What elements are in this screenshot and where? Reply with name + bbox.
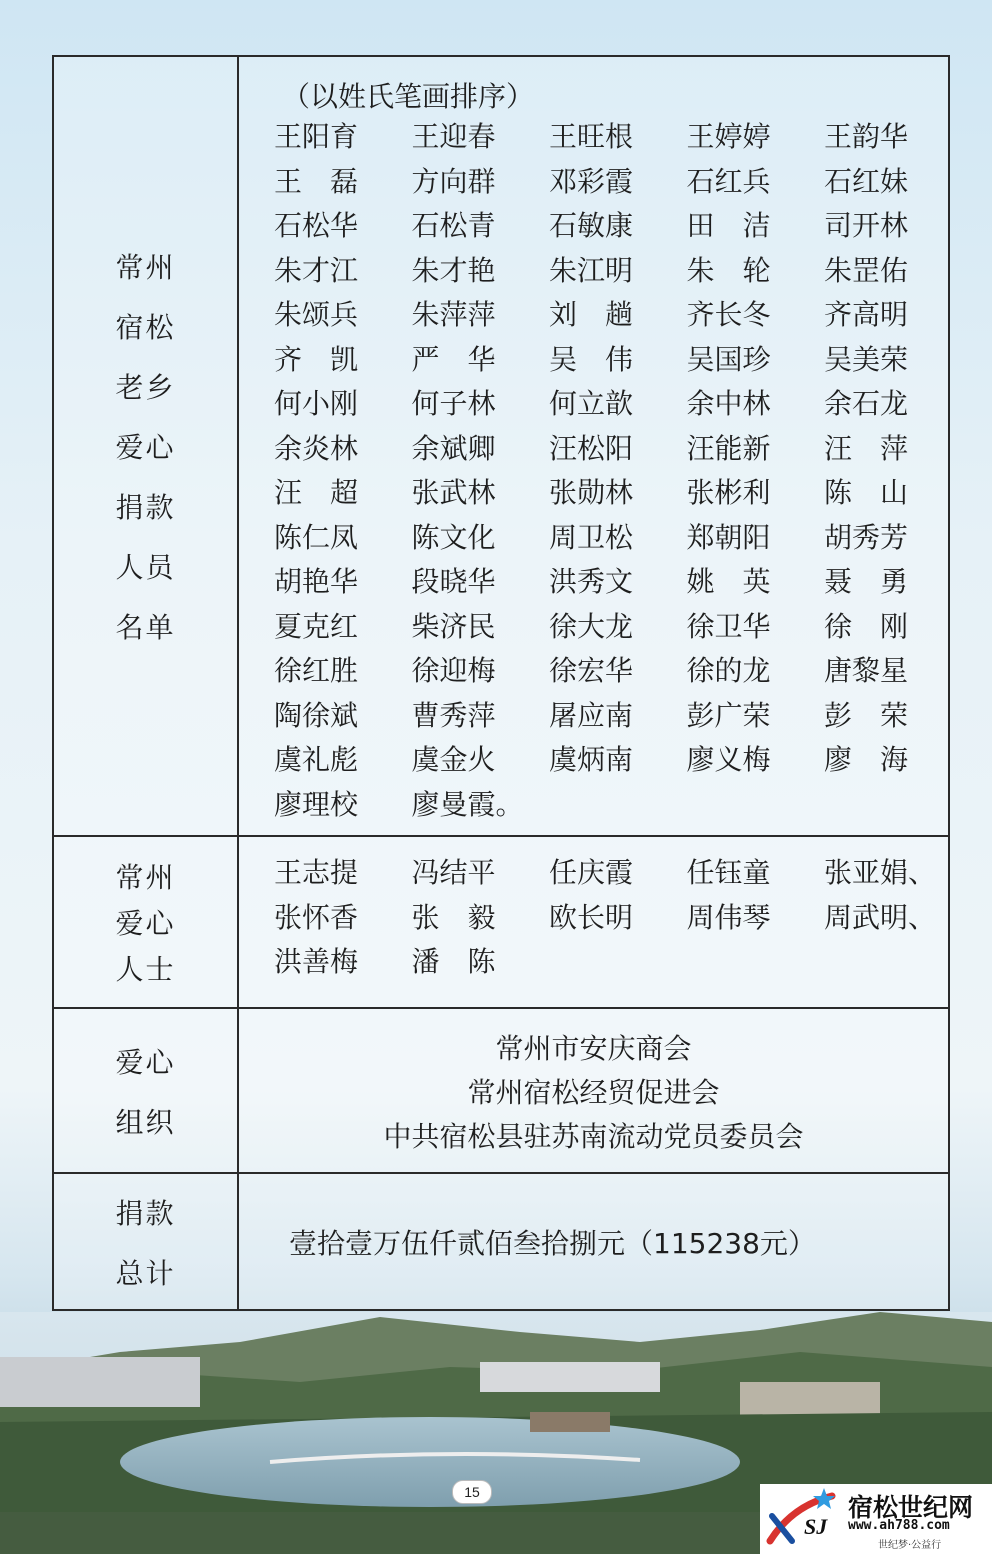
organization-item: 中共宿松县驻苏南流动党员委员会 [383, 1120, 804, 1153]
name-entry: 方向群 [411, 164, 496, 198]
section-label-line: 老乡 [115, 371, 176, 404]
name-entry: 余斌卿 [411, 431, 496, 465]
name-entry: 任庆霞 [549, 856, 634, 889]
name-entry: 张彬利 [686, 476, 771, 509]
total-amount: 壹拾壹万伍仟贰佰叁拾捌元（115238元） [289, 1227, 816, 1260]
section-label-line: 捐款 [115, 491, 176, 524]
name-entry: 王婷婷 [686, 120, 771, 153]
name-entry: 朱江明 [549, 253, 634, 287]
donors-label [54, 57, 239, 835]
supporters-label [54, 837, 239, 1007]
name-entry: 周伟琴 [686, 900, 771, 934]
name-entry: 邓彩霞 [549, 164, 634, 198]
donors-names-grid [274, 115, 962, 827]
name-entry: 余炎林 [274, 431, 359, 465]
section-label-line: 爱心 [115, 907, 176, 940]
name-entry: 彭广荣 [686, 698, 771, 732]
section-label-line: 常州 [115, 861, 176, 894]
name-entry: 何子林 [411, 387, 496, 420]
section-label-line: 名单 [115, 611, 176, 644]
name-entry: 吴美荣 [824, 342, 909, 376]
name-entry: 周卫松 [549, 520, 634, 554]
name-entry: 冯结平 [411, 856, 496, 889]
name-entry: 张武林 [411, 476, 496, 509]
total-label [54, 1174, 239, 1309]
page-number: 15 [452, 1480, 492, 1504]
donors-section [54, 57, 948, 837]
name-entry: 夏克红 [274, 609, 359, 643]
name-entry: 廖理校 [274, 787, 359, 821]
organization-item: 常州市安庆商会 [495, 1032, 692, 1065]
sort-note: （以姓氏笔画排序） [282, 80, 535, 113]
name-entry: 陈文化 [411, 520, 496, 554]
name-entry: 柴济民 [411, 609, 496, 643]
name-entry: 石松青 [411, 209, 496, 242]
name-entry: 石红妹 [824, 164, 909, 198]
name-entry: 王旺根 [549, 120, 634, 153]
section-label-line: 总计 [115, 1256, 176, 1290]
name-entry: 汪 萍 [824, 431, 909, 465]
section-label-line: 爱心 [115, 431, 176, 464]
name-entry: 徐卫华 [686, 609, 771, 643]
name-entry: 徐大龙 [549, 609, 634, 643]
name-entry: 王 磊 [274, 164, 359, 198]
name-entry: 张勋林 [549, 476, 634, 509]
name-entry: 张亚娟、 [824, 856, 937, 889]
name-entry: 朱 轮 [686, 253, 771, 287]
name-entry: 余石龙 [824, 387, 909, 420]
name-entry: 严 华 [411, 342, 496, 376]
name-entry: 吴 伟 [549, 342, 634, 376]
name-entry: 朱萍萍 [411, 298, 496, 331]
site-logo[interactable] [760, 1484, 992, 1554]
name-entry: 徐的龙 [686, 654, 771, 687]
name-entry: 齐高明 [824, 298, 909, 331]
name-entry: 洪善梅 [274, 945, 359, 978]
name-entry: 张 毅 [411, 900, 496, 934]
star-swoosh-icon [762, 1486, 842, 1552]
name-entry: 司开林 [824, 209, 909, 242]
name-entry: 王志提 [274, 856, 359, 889]
donation-table [52, 55, 950, 1311]
name-entry: 张怀香 [274, 900, 359, 934]
name-entry: 廖义梅 [686, 743, 771, 776]
name-entry: 田 洁 [686, 209, 771, 242]
logo-sj: SJ [804, 1514, 828, 1539]
name-entry: 朱罡佑 [824, 253, 909, 287]
name-entry: 王迎春 [411, 120, 496, 153]
section-label-line: 组织 [115, 1105, 176, 1139]
name-entry: 刘 趟 [549, 298, 634, 331]
name-entry: 陈 山 [824, 476, 909, 509]
name-entry: 潘 陈 [411, 945, 496, 978]
name-entry: 唐黎星 [824, 654, 909, 687]
name-entry: 汪松阳 [549, 431, 634, 465]
name-entry: 段晓华 [411, 565, 496, 598]
name-entry: 欧长明 [549, 900, 634, 934]
name-entry: 齐长冬 [686, 298, 771, 331]
name-entry: 石红兵 [686, 164, 771, 198]
name-entry: 聂 勇 [824, 565, 909, 598]
name-entry: 陈仁凤 [274, 520, 359, 554]
organizations-label [54, 1009, 239, 1172]
name-entry: 徐宏华 [549, 654, 634, 687]
name-entry: 任钰童 [686, 856, 771, 889]
section-label-line: 爱心 [115, 1045, 176, 1079]
name-entry: 胡秀芳 [824, 520, 909, 554]
name-entry: 虞金火 [411, 743, 496, 776]
name-entry: 石敏康 [549, 209, 634, 242]
name-entry: 郑朝阳 [686, 520, 771, 554]
name-entry: 徐迎梅 [411, 654, 496, 687]
logo-title: 宿松世纪网 [848, 1493, 974, 1522]
name-entry: 何立歆 [549, 387, 634, 420]
name-entry: 虞礼彪 [274, 743, 359, 776]
name-entry: 汪 超 [274, 476, 359, 509]
section-label-line: 宿松 [115, 311, 176, 344]
name-entry: 周武明、 [824, 900, 937, 934]
name-entry: 齐 凯 [274, 342, 359, 376]
name-entry: 石松华 [274, 209, 359, 242]
supporters-names-grid [274, 851, 962, 985]
name-entry: 廖 海 [824, 743, 909, 776]
name-entry: 吴国珍 [686, 342, 771, 376]
name-entry: 廖曼霞。 [411, 787, 524, 821]
name-entry: 洪秀文 [549, 565, 634, 598]
section-label-line: 人员 [115, 551, 176, 584]
name-entry: 徐红胜 [274, 654, 359, 687]
supporters-section [54, 837, 948, 1009]
name-entry: 朱颂兵 [274, 298, 359, 331]
name-entry: 彭 荣 [824, 698, 909, 732]
section-label-line: 捐款 [115, 1196, 176, 1230]
section-label-line: 常州 [115, 251, 176, 284]
name-entry: 胡艳华 [274, 565, 359, 598]
name-entry: 王韵华 [824, 120, 909, 153]
name-entry: 姚 英 [686, 565, 771, 598]
total-section [54, 1174, 948, 1309]
name-entry: 汪能新 [686, 431, 771, 465]
organization-item: 常州宿松经贸促进会 [467, 1076, 720, 1109]
name-entry: 余中林 [686, 387, 771, 420]
logo-slogan: 世纪梦·公益行 [878, 1540, 942, 1551]
name-entry: 屠应南 [549, 698, 634, 732]
logo-url: www.ah788.com [848, 1518, 950, 1533]
name-entry: 曹秀萍 [411, 698, 496, 732]
name-entry: 徐 刚 [824, 609, 909, 643]
name-entry: 何小刚 [274, 387, 359, 420]
name-entry: 朱才江 [274, 253, 359, 287]
name-entry: 虞炳南 [549, 743, 634, 776]
name-entry: 王阳育 [274, 120, 359, 153]
name-entry: 陶徐斌 [274, 698, 359, 732]
section-label-line: 人士 [115, 953, 176, 986]
name-entry: 朱才艳 [411, 253, 496, 287]
organizations-section [54, 1009, 948, 1174]
